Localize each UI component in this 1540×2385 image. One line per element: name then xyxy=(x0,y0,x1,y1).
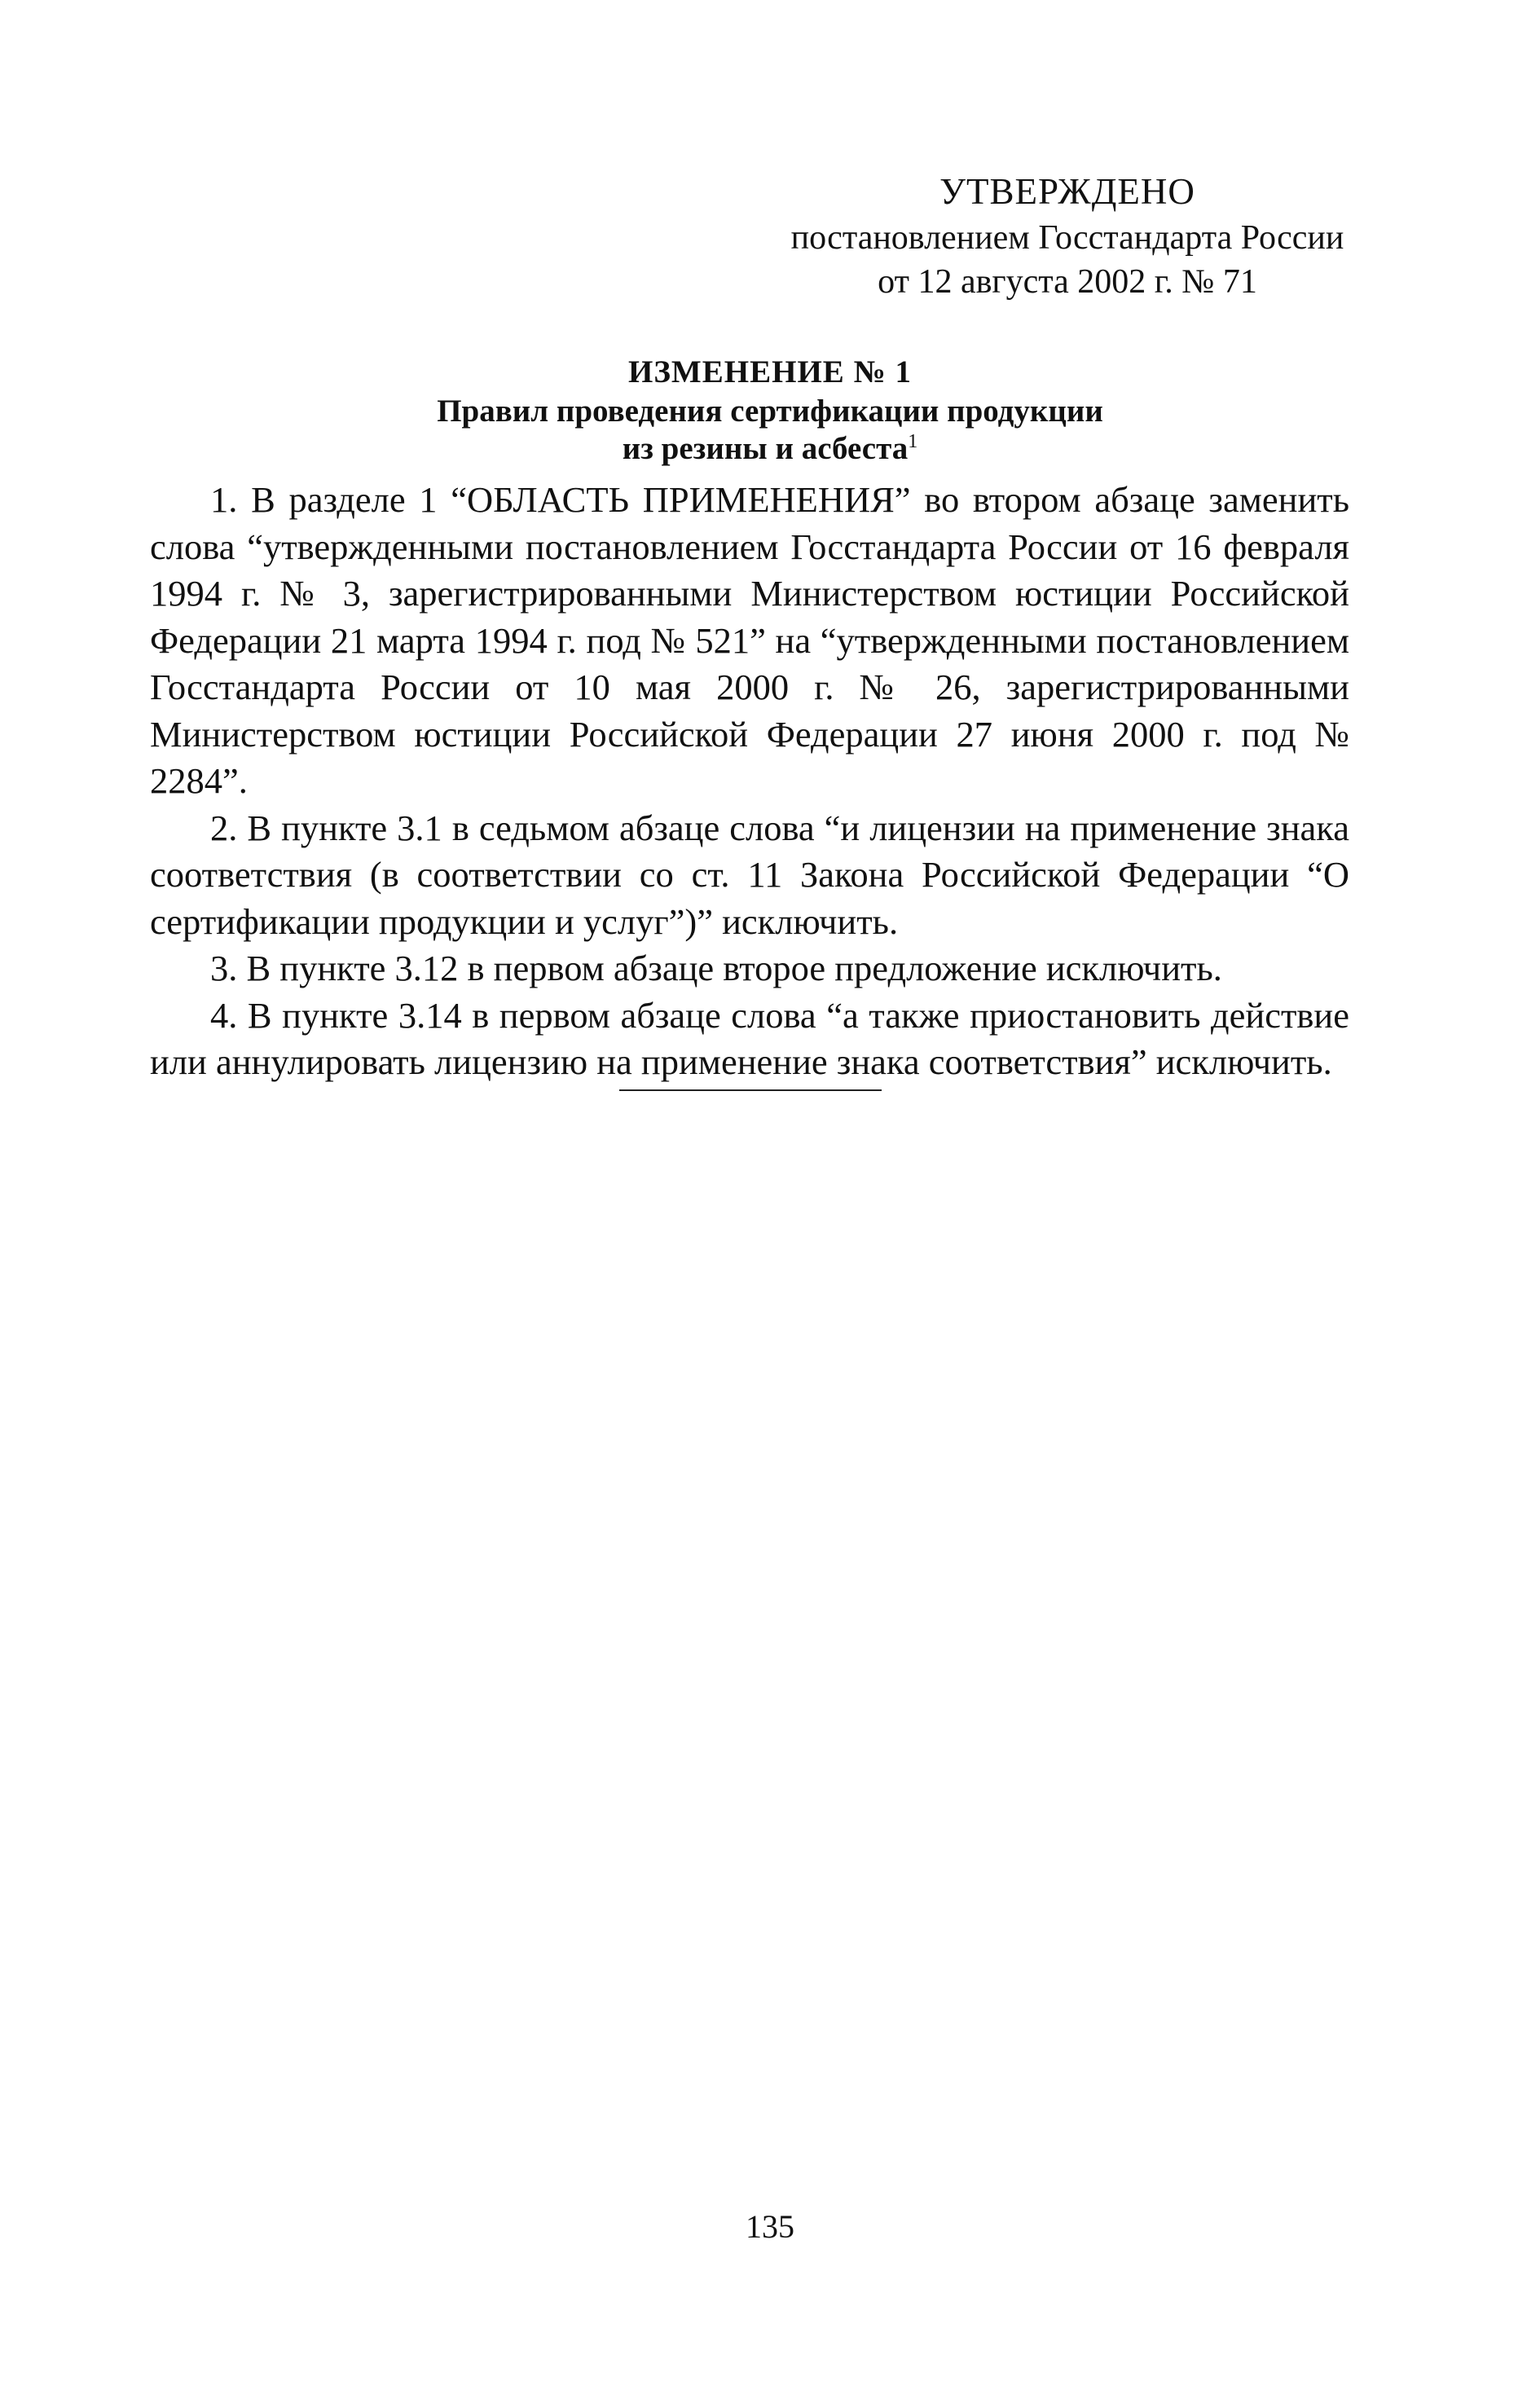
paragraph-3: 3. В пункте 3.12 в первом абзаце второе предложение исключить. xyxy=(210,948,1222,988)
paragraph-1: 1. В разделе 1 “ОБЛАСТЬ ПРИМЕНЕНИЯ” во втором абзаце заменить слова “утвержденными постановлением Госстандарта России от 16 февраля 1994 г. № 3, зарегистрированными Министерством юстиции Российской Федерации 21 марта 1994 г. под № 521” на “утвержденными постановлением Госстандарта России от 10 мая 2000 г. № 26, зарегистрированными Министерством юстиции Российской Федерации 27 июня 2000 г. под № 2284”. xyxy=(150,479,1349,801)
amendment-title-line-1: Правил проведения сертификации продукции xyxy=(437,394,1103,429)
paragraph-4: 4. В пункте 3.14 в первом абзаце слова “а также приостановить действие или аннулировать лицензию на применение знака соответствия” исключить. xyxy=(150,994,1349,1082)
amendment-heading xyxy=(0,352,1540,468)
amendment-label: ИЗМЕНЕНИЕ № 1 xyxy=(628,354,912,389)
amendment-title-line-2 xyxy=(0,430,1540,468)
approval-line-1: постановлением Госстандарта России xyxy=(790,219,1344,257)
amendment-title-line-2-text: из резины и асбеста xyxy=(622,431,909,466)
approval-line-2: от 12 августа 2002 г. № 71 xyxy=(878,263,1257,301)
separator-rule xyxy=(619,1089,882,1091)
footnote-mark: 1 xyxy=(908,431,918,452)
approval-title: УТВЕРЖДЕНО xyxy=(939,171,1195,212)
page-number: 135 xyxy=(746,2208,794,2245)
approval-block xyxy=(766,167,1369,304)
paragraph-2: 2. В пункте 3.1 в седьмом абзаце слова “и лицензии на применение знака соответствия (в соответствии со ст. 11 Закона Российской Федерации “О сертификации продукции и услуг”)” исключить. xyxy=(150,807,1349,942)
amendment-body xyxy=(150,477,1349,1086)
